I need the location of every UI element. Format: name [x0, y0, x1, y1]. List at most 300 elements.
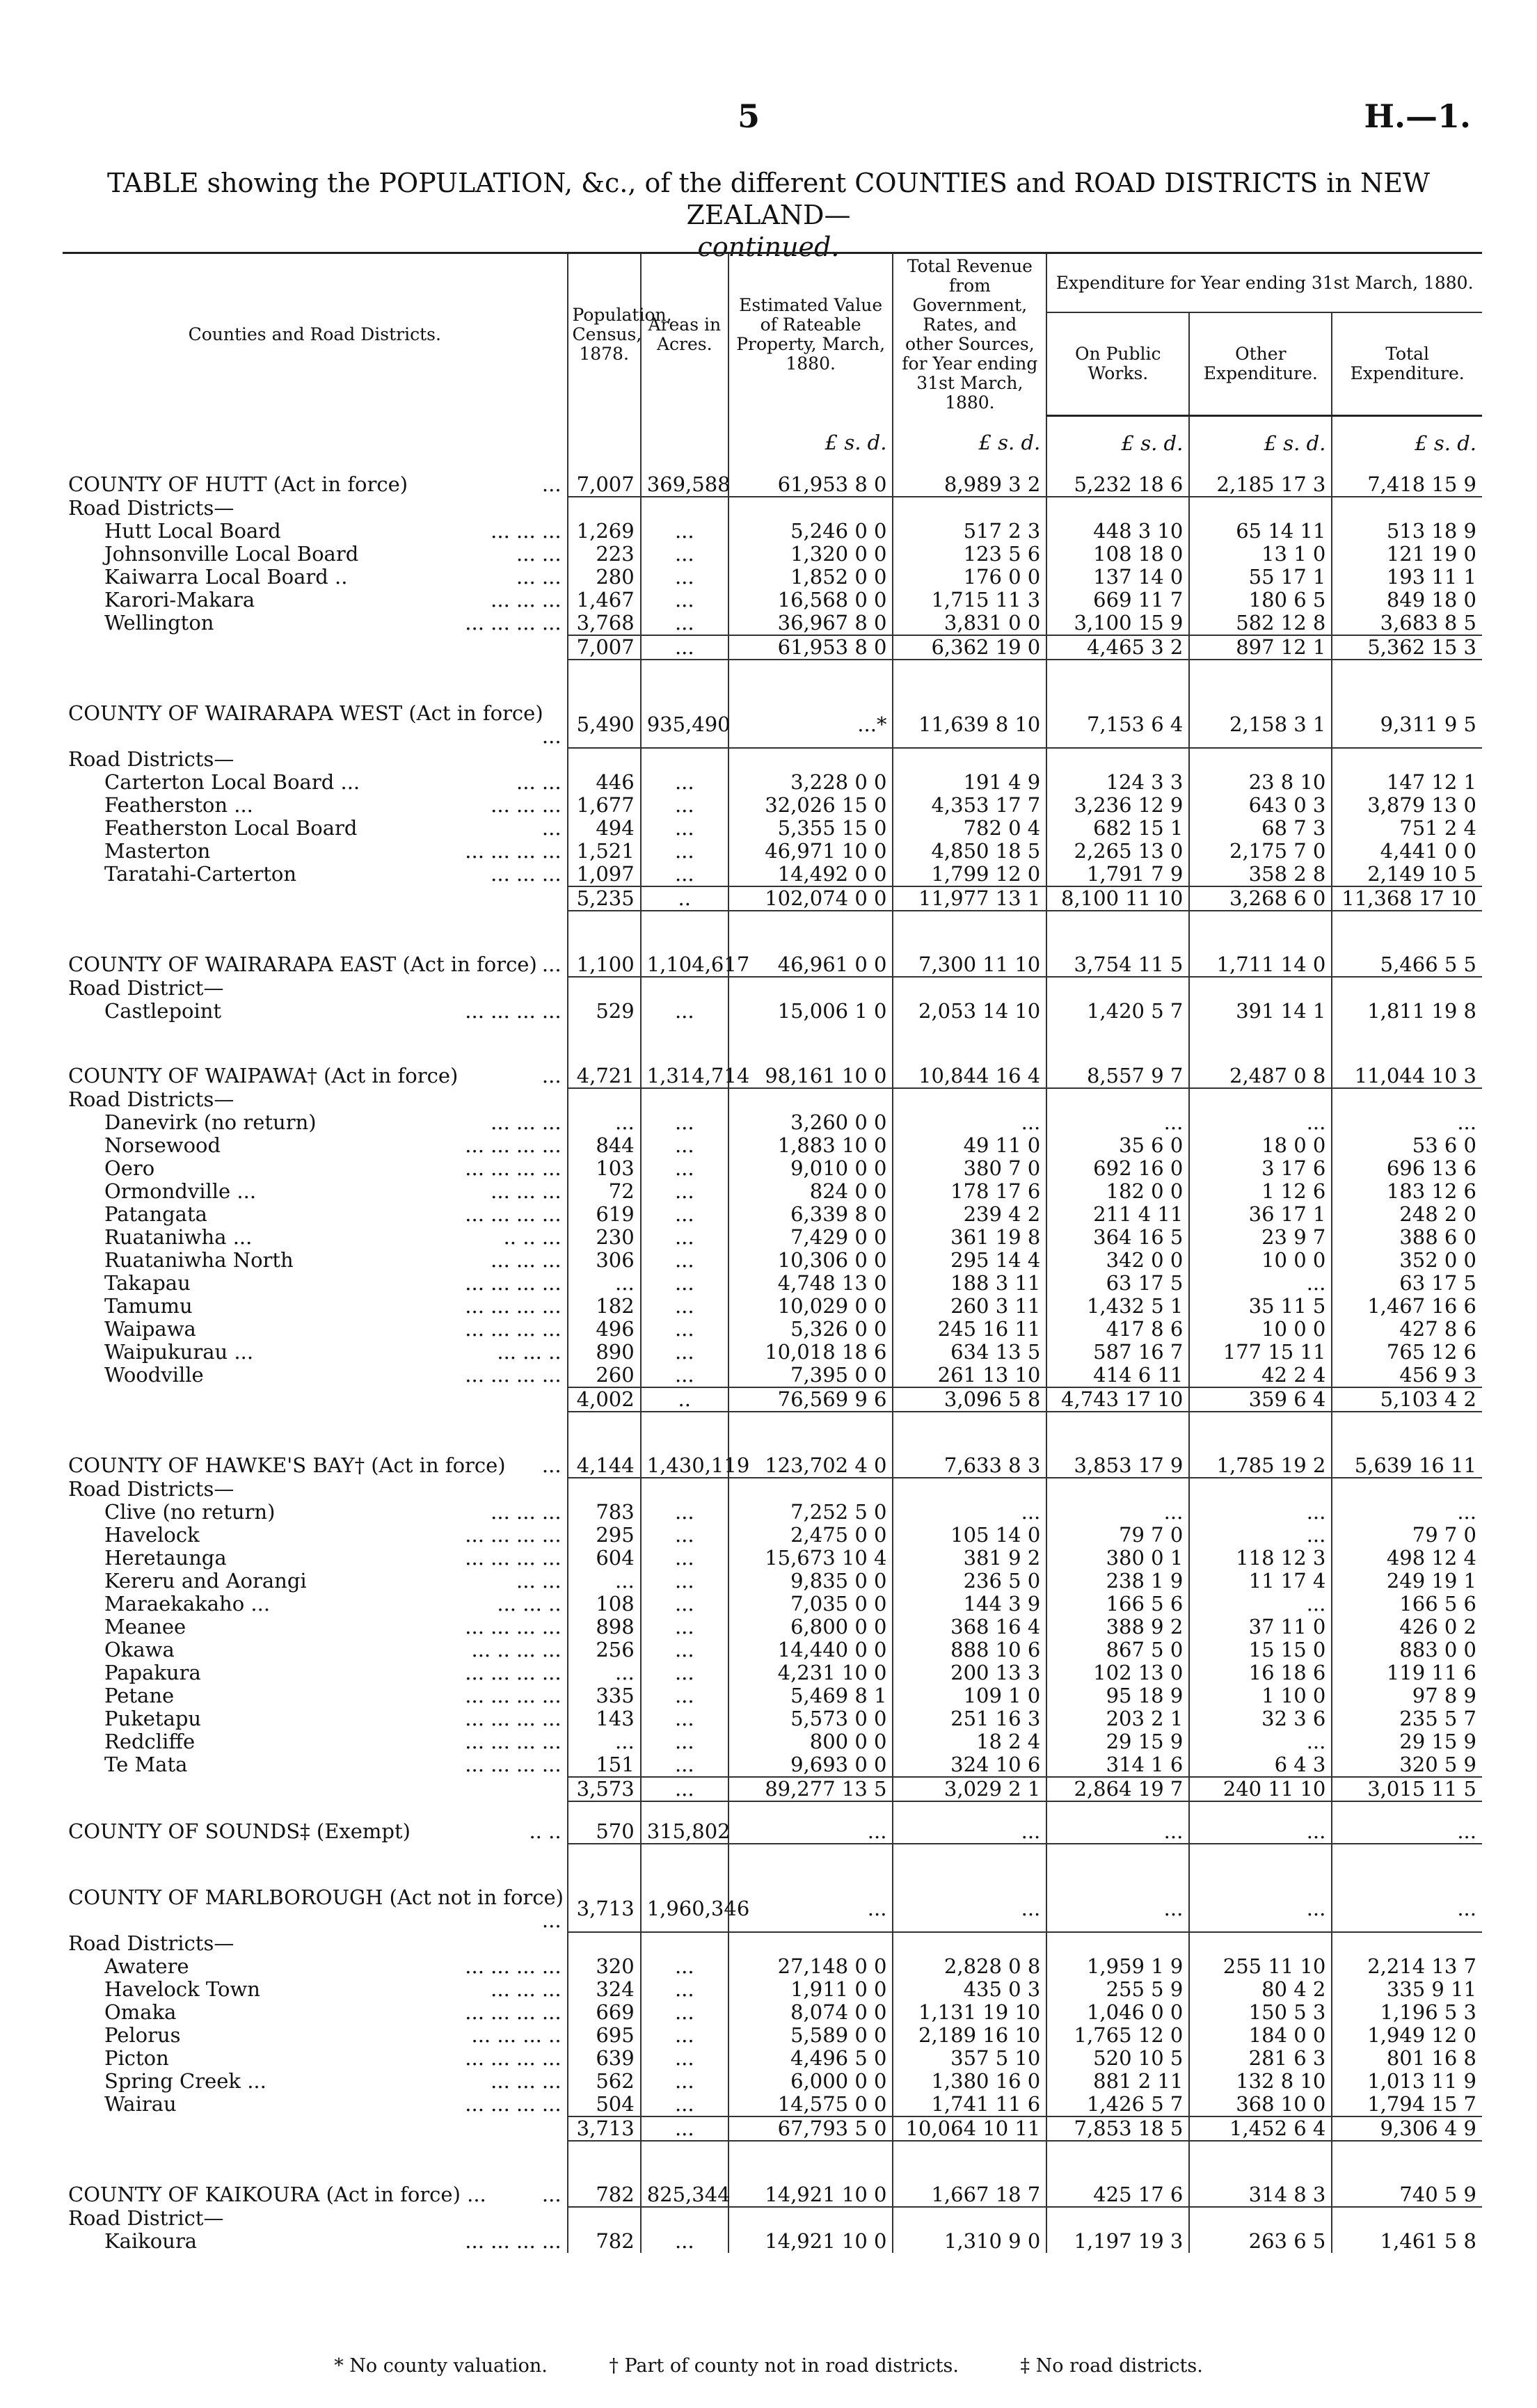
- leader-dots: ...: [541, 2183, 562, 2206]
- cell-works: 29 15 9: [1046, 1730, 1189, 1753]
- cell-total: 1,196 5 3: [1332, 2001, 1482, 2024]
- cell-total: 79 7 0: [1332, 1524, 1482, 1547]
- district-row: [63, 863, 1482, 886]
- cell-total: 53 6 0: [1332, 1134, 1482, 1157]
- units-label: £ s. d.: [1046, 415, 1189, 455]
- cell-pop: [568, 2207, 641, 2230]
- cell-total: ...: [1332, 1501, 1482, 1524]
- row-name: [63, 817, 568, 840]
- cell-pop: 890: [568, 1341, 641, 1364]
- row-name: [63, 2207, 568, 2230]
- cell-other: ...: [1189, 1801, 1332, 1844]
- district-row: [63, 1570, 1482, 1593]
- district-row: [63, 1134, 1482, 1157]
- cell-other: 16 18 6: [1189, 1661, 1332, 1684]
- row-label: Ruataniwha ...: [104, 1225, 253, 1249]
- cell-works: 1,426 5 7: [1046, 2093, 1189, 2116]
- cell-revenue: 2,828 0 8: [893, 1955, 1046, 1978]
- row-name: [63, 684, 568, 748]
- cell-area: ...: [641, 635, 728, 660]
- cell-works: 2,864 19 7: [1046, 1777, 1189, 1801]
- cell-revenue: 123 5 6: [893, 543, 1046, 566]
- row-name: [63, 1226, 568, 1249]
- cell-pop: 604: [568, 1547, 641, 1570]
- cell-works: 669 11 7: [1046, 589, 1189, 612]
- cell-works: 255 5 9: [1046, 1978, 1189, 2001]
- row-label: Featherston ...: [104, 792, 253, 817]
- cell-revenue: 109 1 0: [893, 1684, 1046, 1707]
- leader-dots: ... ... ... ...: [465, 1202, 562, 1226]
- header-public-works: On Public Works.: [1046, 312, 1189, 415]
- cell-other: 36 17 1: [1189, 1203, 1332, 1226]
- row-name: [63, 977, 568, 1000]
- cell-value: ...: [728, 1801, 893, 1844]
- row-label: Woodville: [104, 1363, 204, 1387]
- cell-works: [1046, 1932, 1189, 1955]
- cell-pop: 3,713: [568, 2116, 641, 2141]
- cell-works: 166 5 6: [1046, 1593, 1189, 1616]
- cell-revenue: 10,064 10 11: [893, 2116, 1046, 2141]
- cell-value: 46,961 0 0: [728, 935, 893, 977]
- cell-total: 5,639 16 11: [1332, 1436, 1482, 1478]
- cell-works: [1046, 2207, 1189, 2230]
- cell-pop: 844: [568, 1134, 641, 1157]
- cell-pop: 1,677: [568, 794, 641, 817]
- cell-works: 448 3 10: [1046, 520, 1189, 543]
- leader-dots: ...: [541, 724, 562, 748]
- cell-value: 9,693 0 0: [728, 1753, 893, 1777]
- cell-other: 6 4 3: [1189, 1753, 1332, 1777]
- cell-pop: 108: [568, 1593, 641, 1616]
- leader-dots: ... ... ..: [497, 1339, 562, 1364]
- row-name: [63, 1478, 568, 1501]
- district-row: [63, 2024, 1482, 2047]
- row-label: Papakura: [104, 1660, 201, 1684]
- cell-works: 63 17 5: [1046, 1272, 1189, 1295]
- cell-pop: 335: [568, 1684, 641, 1707]
- cell-value: 14,492 0 0: [728, 863, 893, 886]
- header-expenditure: Expenditure for Year ending 31st March, 1880.: [1046, 253, 1482, 313]
- cell-revenue: 105 14 0: [893, 1524, 1046, 1547]
- cell-pop: 496: [568, 1318, 641, 1341]
- row-name: [63, 2070, 568, 2093]
- cell-works: 1,420 5 7: [1046, 1000, 1189, 1023]
- cell-revenue: 176 0 0: [893, 566, 1046, 589]
- leader-dots: ... ... ...: [491, 1247, 562, 1272]
- cell-pop: [568, 1088, 641, 1111]
- leader-dots: ... ... ...: [491, 792, 562, 817]
- cell-total: 1,013 11 9: [1332, 2070, 1482, 2093]
- cell-area: ...: [641, 1955, 728, 1978]
- row-name: [63, 1180, 568, 1203]
- cell-value: 10,306 0 0: [728, 1249, 893, 1272]
- cell-pop: [568, 1478, 641, 1501]
- district-row: [63, 1272, 1482, 1295]
- cell-value: 5,246 0 0: [728, 520, 893, 543]
- row-name: [63, 589, 568, 612]
- row-label: Heretaunga: [104, 1545, 227, 1570]
- cell-works: 4,743 17 10: [1046, 1387, 1189, 1412]
- cell-area: ...: [641, 1524, 728, 1547]
- cell-area: ...: [641, 1547, 728, 1570]
- cell-value: ...*: [728, 684, 893, 748]
- cell-pop: 151: [568, 1753, 641, 1777]
- cell-other: 42 2 4: [1189, 1364, 1332, 1387]
- cell-pop: ...: [568, 1570, 641, 1593]
- district-row: [63, 589, 1482, 612]
- spacer-row: [63, 2141, 1482, 2165]
- cell-other: 240 11 10: [1189, 1777, 1332, 1801]
- cell-area: 1,430,119: [641, 1436, 728, 1478]
- leader-dots: ...: [541, 1453, 562, 1477]
- cell-other: 255 11 10: [1189, 1955, 1332, 1978]
- cell-works: 203 2 1: [1046, 1707, 1189, 1730]
- district-row: [63, 1661, 1482, 1684]
- cell-total: 2,214 13 7: [1332, 1955, 1482, 1978]
- row-label: Kaiwarra Local Board ..: [104, 564, 348, 589]
- district-row: [63, 1226, 1482, 1249]
- cell-area: ...: [641, 1730, 728, 1753]
- cell-value: 7,429 0 0: [728, 1226, 893, 1249]
- row-label: Norsewood: [104, 1133, 221, 1157]
- row-name: [63, 1661, 568, 1684]
- row-label: Meanee: [104, 1614, 186, 1638]
- leader-dots: ... ... ... ...: [465, 1660, 562, 1684]
- cell-revenue: 8,989 3 2: [893, 455, 1046, 497]
- cell-value: 4,748 13 0: [728, 1272, 893, 1295]
- cell-total: 1,949 12 0: [1332, 2024, 1482, 2047]
- cell-works: 1,197 19 3: [1046, 2230, 1189, 2253]
- row-name: [63, 886, 568, 911]
- row-name: [63, 1249, 568, 1272]
- cell-revenue: 144 3 9: [893, 1593, 1046, 1616]
- document-reference: H.—1.: [1364, 97, 1471, 135]
- units-label: £ s. d.: [1189, 415, 1332, 455]
- row-label: Waipawa: [104, 1316, 196, 1341]
- row-label: COUNTY OF WAIRARAPA WEST (Act in force): [68, 701, 543, 725]
- row-label: Masterton: [104, 838, 211, 863]
- cell-value: 800 0 0: [728, 1730, 893, 1753]
- cell-area: ...: [641, 817, 728, 840]
- cell-total: 335 9 11: [1332, 1978, 1482, 2001]
- county-row: [63, 1046, 1482, 1088]
- cell-revenue: ...: [893, 1801, 1046, 1844]
- leader-dots: ... ... ...: [491, 2068, 562, 2093]
- cell-area: [641, 1932, 728, 1955]
- cell-works: 1,432 5 1: [1046, 1295, 1189, 1318]
- cell-total: 5,362 15 3: [1332, 635, 1482, 660]
- row-label: Maraekakaho ...: [104, 1591, 271, 1616]
- header-counties: Counties and Road Districts.: [63, 253, 568, 416]
- cell-area: ...: [641, 2001, 728, 2024]
- cell-other: [1189, 2207, 1332, 2230]
- cell-area: [641, 977, 728, 1000]
- cell-revenue: 361 19 8: [893, 1226, 1046, 1249]
- cell-area: ...: [641, 2230, 728, 2253]
- cell-pop: 570: [568, 1801, 641, 1844]
- cell-other: 180 6 5: [1189, 589, 1332, 612]
- cell-other: 359 6 4: [1189, 1387, 1332, 1412]
- cell-works: [1046, 977, 1189, 1000]
- cell-revenue: 1,667 18 7: [893, 2165, 1046, 2207]
- cell-area: ...: [641, 543, 728, 566]
- cell-total: 427 8 6: [1332, 1318, 1482, 1341]
- footnote-star: * No county valuation.: [334, 2355, 548, 2377]
- cell-works: 211 4 11: [1046, 1203, 1189, 1226]
- cell-area: ...: [641, 520, 728, 543]
- cell-revenue: ...: [893, 1501, 1046, 1524]
- cell-works: 7,853 18 5: [1046, 2116, 1189, 2141]
- cell-other: 368 10 0: [1189, 2093, 1332, 2116]
- spacer-row: [63, 660, 1482, 684]
- leader-dots: ... ... ... ...: [465, 1156, 562, 1180]
- cell-area: 1,104,617: [641, 935, 728, 977]
- row-label: Castlepoint: [104, 998, 222, 1023]
- leader-dots: ... .. ... ...: [471, 1637, 562, 1661]
- row-label: Redcliffe: [104, 1729, 196, 1753]
- cell-value: 15,006 1 0: [728, 1000, 893, 1023]
- cell-revenue: 435 0 3: [893, 1978, 1046, 2001]
- section-label-row: [63, 1932, 1482, 1955]
- table-body: [63, 415, 1482, 2253]
- cell-other: 314 8 3: [1189, 2165, 1332, 2207]
- leader-dots: ... ... ... ...: [465, 2046, 562, 2070]
- row-name: [63, 2047, 568, 2070]
- row-name: [63, 1684, 568, 1707]
- subtotal-row: [63, 1387, 1482, 1412]
- district-row: [63, 1318, 1482, 1341]
- cell-area: ...: [641, 1707, 728, 1730]
- cell-revenue: 3,096 5 8: [893, 1387, 1046, 1412]
- cell-area: [641, 2207, 728, 2230]
- cell-pop: 783: [568, 1501, 641, 1524]
- cell-pop: 182: [568, 1295, 641, 1318]
- district-row: [63, 1000, 1482, 1023]
- cell-works: 7,153 6 4: [1046, 684, 1189, 748]
- leader-dots: ... ... ... ...: [465, 1133, 562, 1157]
- cell-value: 36,967 8 0: [728, 612, 893, 635]
- cell-revenue: 324 10 6: [893, 1753, 1046, 1777]
- cell-total: 3,015 11 5: [1332, 1777, 1482, 1801]
- cell-total: 426 0 2: [1332, 1616, 1482, 1638]
- district-row: [63, 1707, 1482, 1730]
- leader-dots: ... ... ...: [491, 1179, 562, 1203]
- cell-area: ..: [641, 1387, 728, 1412]
- cell-other: [1189, 748, 1332, 771]
- county-row: [63, 935, 1482, 977]
- cell-revenue: 11,639 8 10: [893, 684, 1046, 748]
- cell-pop: 639: [568, 2047, 641, 2070]
- cell-pop: 295: [568, 1524, 641, 1547]
- county-row: [63, 1868, 1482, 1932]
- leader-dots: ... ... ...: [491, 1110, 562, 1134]
- cell-total: 751 2 4: [1332, 817, 1482, 840]
- cell-revenue: 4,850 18 5: [893, 840, 1046, 863]
- cell-revenue: 261 13 10: [893, 1364, 1046, 1387]
- cell-works: 182 0 0: [1046, 1180, 1189, 1203]
- cell-total: 183 12 6: [1332, 1180, 1482, 1203]
- cell-other: 643 0 3: [1189, 794, 1332, 817]
- cell-total: 248 2 0: [1332, 1203, 1482, 1226]
- leader-dots: ... ... ... ...: [465, 1954, 562, 1978]
- cell-pop: 7,007: [568, 635, 641, 660]
- cell-pop: 256: [568, 1638, 641, 1661]
- cell-revenue: 888 10 6: [893, 1638, 1046, 1661]
- cell-works: [1046, 748, 1189, 771]
- leader-dots: ... ... ...: [491, 862, 562, 886]
- row-label: Road Districts—: [68, 1931, 234, 1955]
- district-row: [63, 1524, 1482, 1547]
- cell-other: 23 9 7: [1189, 1226, 1332, 1249]
- cell-value: 5,573 0 0: [728, 1707, 893, 1730]
- row-label: Ruataniwha North: [104, 1247, 294, 1272]
- cell-other: ...: [1189, 1868, 1332, 1932]
- cell-works: 137 14 0: [1046, 566, 1189, 589]
- row-label: Kereru and Aorangi: [104, 1568, 307, 1593]
- leader-dots: .. ..: [529, 1819, 562, 1843]
- cell-other: ...: [1189, 1272, 1332, 1295]
- cell-value: [728, 1478, 893, 1501]
- district-row: [63, 2070, 1482, 2093]
- row-label: Patangata: [104, 1202, 207, 1226]
- row-name: [63, 1547, 568, 1570]
- cell-pop: 446: [568, 771, 641, 794]
- cell-total: 119 11 6: [1332, 1661, 1482, 1684]
- cell-area: ...: [641, 840, 728, 863]
- row-label: Road Districts—: [68, 747, 234, 771]
- cell-other: 11 17 4: [1189, 1570, 1332, 1593]
- section-label-row: [63, 977, 1482, 1000]
- cell-works: 867 5 0: [1046, 1638, 1189, 1661]
- cell-revenue: 188 3 11: [893, 1272, 1046, 1295]
- leader-dots: ... ... ...: [491, 1977, 562, 2001]
- cell-area: [641, 748, 728, 771]
- row-label: Hutt Local Board: [104, 518, 281, 543]
- district-row: [63, 2093, 1482, 2116]
- leader-dots: ... ...: [516, 541, 562, 566]
- cell-revenue: 1,799 12 0: [893, 863, 1046, 886]
- cell-value: 6,000 0 0: [728, 2070, 893, 2093]
- cell-value: 1,883 10 0: [728, 1134, 893, 1157]
- cell-value: 14,440 0 0: [728, 1638, 893, 1661]
- cell-pop: 529: [568, 1000, 641, 1023]
- district-row: [63, 1730, 1482, 1753]
- cell-works: 414 6 11: [1046, 1364, 1189, 1387]
- cell-value: 4,496 5 0: [728, 2047, 893, 2070]
- cell-value: 89,277 13 5: [728, 1777, 893, 1801]
- cell-works: 79 7 0: [1046, 1524, 1189, 1547]
- cell-value: 1,852 0 0: [728, 566, 893, 589]
- row-name: [63, 1134, 568, 1157]
- cell-value: 7,035 0 0: [728, 1593, 893, 1616]
- cell-pop: 324: [568, 1978, 641, 2001]
- cell-total: 320 5 9: [1332, 1753, 1482, 1777]
- row-name: [63, 1295, 568, 1318]
- cell-value: 14,921 10 0: [728, 2165, 893, 2207]
- cell-works: 692 16 0: [1046, 1157, 1189, 1180]
- header-areas: Areas in Acres.: [641, 253, 728, 416]
- cell-works: 364 16 5: [1046, 1226, 1189, 1249]
- cell-value: [728, 497, 893, 520]
- cell-pop: 230: [568, 1226, 641, 1249]
- cell-area: 935,490: [641, 684, 728, 748]
- row-name: [63, 1436, 568, 1478]
- cell-area: ...: [641, 1978, 728, 2001]
- cell-value: 15,673 10 4: [728, 1547, 893, 1570]
- cell-other: 281 6 3: [1189, 2047, 1332, 2070]
- row-label: Kaikoura: [104, 2228, 198, 2253]
- row-name: [63, 935, 568, 977]
- cell-value: 32,026 15 0: [728, 794, 893, 817]
- subtotal-row: [63, 1777, 1482, 1801]
- cell-pop: 669: [568, 2001, 641, 2024]
- cell-other: 10 0 0: [1189, 1318, 1332, 1341]
- cell-total: 4,441 0 0: [1332, 840, 1482, 863]
- cell-other: 897 12 1: [1189, 635, 1332, 660]
- cell-area: ...: [641, 1777, 728, 1801]
- cell-total: 1,467 16 6: [1332, 1295, 1482, 1318]
- cell-works: 388 9 2: [1046, 1616, 1189, 1638]
- row-name: [63, 1932, 568, 1955]
- cell-revenue: 2,053 14 10: [893, 1000, 1046, 1023]
- cell-works: [1046, 497, 1189, 520]
- district-row: [63, 1295, 1482, 1318]
- cell-revenue: 357 5 10: [893, 2047, 1046, 2070]
- cell-revenue: 10,844 16 4: [893, 1046, 1046, 1088]
- cell-revenue: 2,189 16 10: [893, 2024, 1046, 2047]
- cell-total: [1332, 977, 1482, 1000]
- section-label-row: [63, 1088, 1482, 1111]
- cell-value: 14,921 10 0: [728, 2230, 893, 2253]
- cell-revenue: 200 13 3: [893, 1661, 1046, 1684]
- district-row: [63, 840, 1482, 863]
- row-label: Wairau: [104, 2092, 177, 2116]
- district-row: [63, 1203, 1482, 1226]
- section-label-row: [63, 1478, 1482, 1501]
- cell-pop: 4,144: [568, 1436, 641, 1478]
- header-revenue: Total Revenue from Government, Rates, and other Sources, for Year ending 31st March, 1880.: [893, 253, 1046, 416]
- cell-value: 6,339 8 0: [728, 1203, 893, 1226]
- cell-pop: 619: [568, 1203, 641, 1226]
- cell-works: 1,959 1 9: [1046, 1955, 1189, 1978]
- cell-works: 3,853 17 9: [1046, 1436, 1189, 1478]
- cell-value: 123,702 4 0: [728, 1436, 893, 1478]
- row-name: [63, 1088, 568, 1111]
- row-name: [63, 1801, 568, 1844]
- cell-area: ...: [641, 566, 728, 589]
- row-label: Oero: [104, 1156, 155, 1180]
- county-row: [63, 455, 1482, 497]
- county-row: [63, 1801, 1482, 1844]
- row-label: COUNTY OF MARLBOROUGH (Act not in force): [68, 1885, 564, 1909]
- cell-area: ...: [641, 1295, 728, 1318]
- cell-total: 5,103 4 2: [1332, 1387, 1482, 1412]
- cell-area: ...: [641, 1203, 728, 1226]
- leader-dots: ... ... ... ...: [465, 611, 562, 635]
- cell-total: 147 12 1: [1332, 771, 1482, 794]
- section-label-row: [63, 497, 1482, 520]
- population-table: [63, 252, 1482, 2253]
- leader-dots: ... ... ... ...: [465, 2000, 562, 2024]
- cell-total: 883 0 0: [1332, 1638, 1482, 1661]
- leader-dots: ... ... ... ...: [465, 998, 562, 1023]
- cell-pop: 1,269: [568, 520, 641, 543]
- cell-area: ...: [641, 1318, 728, 1341]
- cell-area: ...: [641, 1616, 728, 1638]
- row-name: [63, 748, 568, 771]
- cell-other: 10 0 0: [1189, 1249, 1332, 1272]
- cell-works: 1,046 0 0: [1046, 2001, 1189, 2024]
